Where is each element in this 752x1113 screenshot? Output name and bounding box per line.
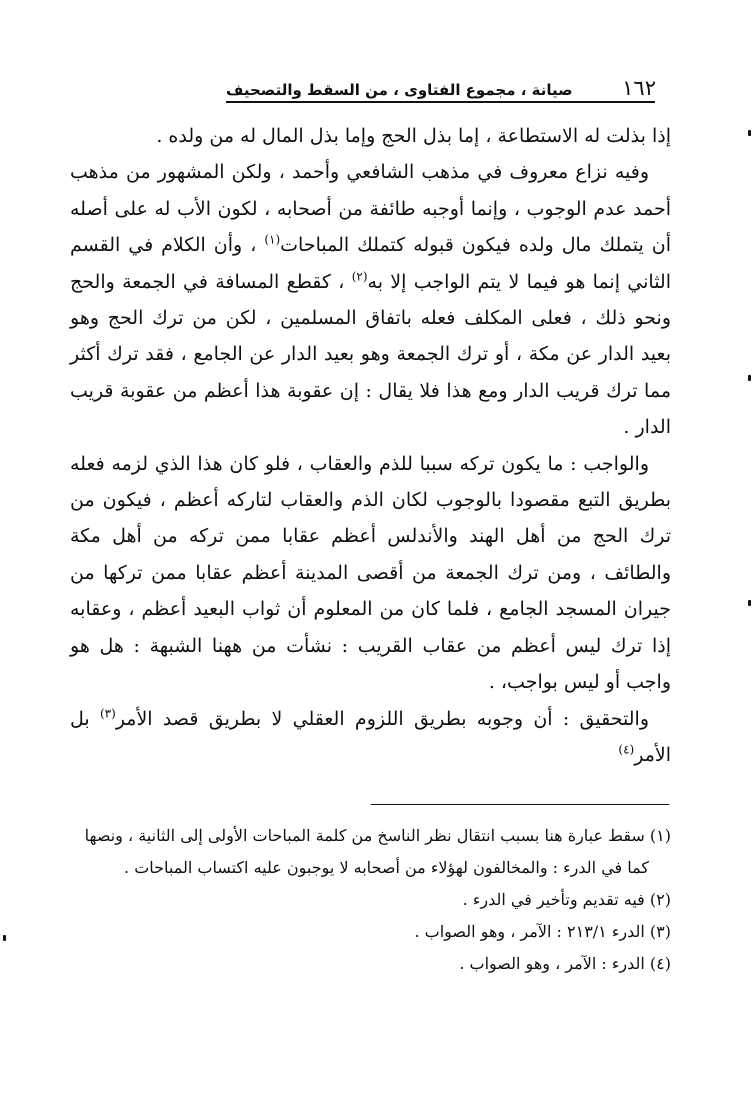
- footnote-2: (٢) فيه تقديم وتأخير في الدرء .: [462, 890, 671, 909]
- footnote-rule: [371, 804, 669, 805]
- paragraph-4: [70, 701, 671, 774]
- footnotes: [70, 820, 671, 980]
- paragraph-4-part-b: بل الأمر: [70, 707, 671, 766]
- footnote-1-line-1: (١) سقط عبارة هنا بسبب انتقال نظر الناسخ من كلمة المباحات الأولى إلى الثانية ، ونصها: [84, 826, 671, 845]
- footnote-ref-3: (٣): [99, 706, 116, 721]
- scan-margin-mark: [748, 375, 751, 381]
- footnote-ref-2: (٢): [351, 269, 368, 284]
- header-rule: [226, 101, 655, 103]
- scan-margin-mark: [3, 935, 6, 941]
- scan-margin-mark: [748, 130, 751, 136]
- footnote-1-line-2: كما في الدرء : والمخالفون لهؤلاء من أصحابه لا يوجبون عليه اكتساب المباحات .: [124, 858, 649, 877]
- paragraph-2-part-b: ، وأن الكلام في القسم الثاني إنما هو فيما لا يتم الواجب إلا به: [70, 234, 672, 293]
- running-header: [226, 70, 656, 100]
- paragraph-3: والواجب : ما يكون تركه سببا للذم والعقاب ، فلو كان هذا الذي لزمه فعله بطريق التبع مقصودا بالوجوب لكان الذم والعقاب لتاركه أعظم ، فيكون من ترك الحج من أهل الهند والأندلس أعظم عقابا ممن تركه من أهل مكة والطائف ، ومن ترك الجمعة من أقصى المدينة أعظم عقابا ممن تركها من جيران المسجد الجامع ، فلما كان من المعلوم أن ثواب البعيد أعظم ، وعقابه إذا ترك ليس أعظم من عقاب القريب : نشأت من ههنا الشبهة : هل هو واجب أو ليس بواجب، .: [70, 452, 671, 694]
- scan-margin-mark: [748, 600, 751, 606]
- main-text: [70, 118, 671, 773]
- footnote-4: (٤) الدرء : الآمر ، وهو الصواب .: [459, 954, 671, 973]
- paragraph-1: إذا بذلت له الاستطاعة ، إما بذل الحج وإما بذل المال له من ولده .: [156, 125, 671, 147]
- paragraph-2-part-a: وفيه نزاع معروف في مذهب الشافعي وأحمد ، ولكن المشهور من مذهب أحمد عدم الوجوب ، وإنما أوجبه طائفة من أصحابه ، لكون الأب له على أصله أن يتملك مال ولده فيكون قبوله كتملك المباحات: [70, 161, 671, 257]
- running-title: صيانة ، مجموع الفتاوى ، من السقط والتصحيف: [226, 81, 573, 99]
- footnote-3: (٣) الدرء ٢١٣/١ : الآمر ، وهو الصواب .: [414, 922, 671, 941]
- page-number: ١٦٢: [622, 76, 656, 100]
- footnote-ref-1: (١): [264, 232, 281, 247]
- footnote-ref-4: (٤): [618, 742, 635, 757]
- paragraph-2-part-c: ، كقطع المسافة في الجمعة والحج ونحو ذلك ، فعلى المكلف فعله باتفاق المسلمين ، لكن من ترك الحج وهو بعيد الدار عن مكة ، أو ترك الجمعة وهو بعيد الدار عن الجامع ، فقد ترك أكثر مما ترك قريب الدار ومع هذا فلا يقال : إن عقوبة هذا أعظم من عقوبة قريب الدار .: [70, 270, 671, 439]
- paragraph-2: [70, 154, 671, 445]
- paragraph-4-part-a: والتحقيق : أن وجوبه بطريق اللزوم العقلي لا بطريق قصد الأمر: [115, 707, 649, 730]
